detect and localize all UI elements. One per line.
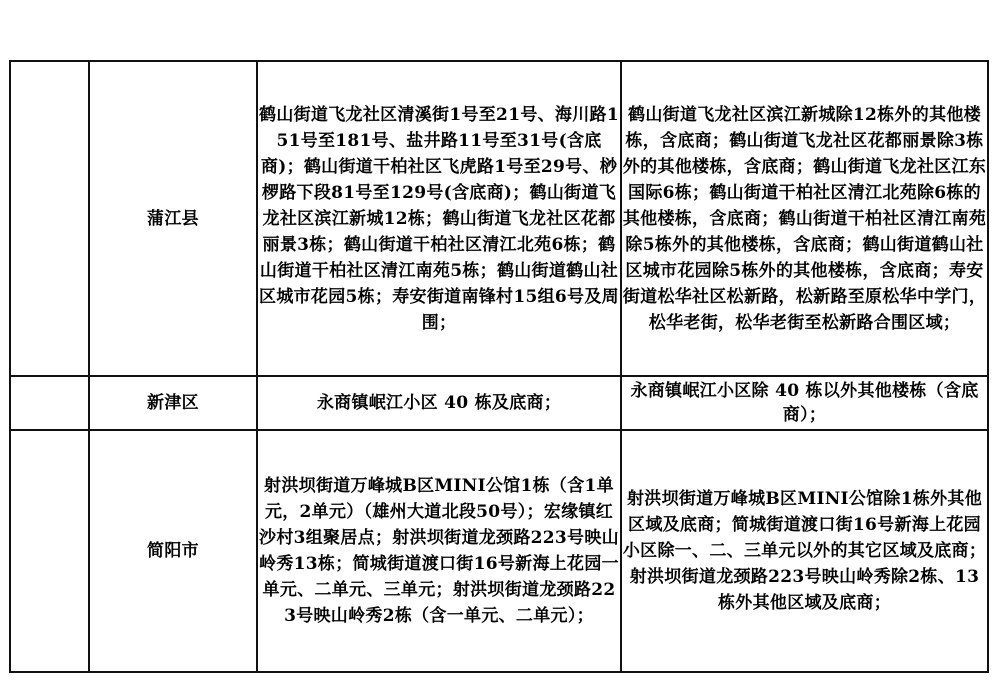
risk-area-table [9, 60, 989, 673]
high-risk-area-text: 鹤山街道飞龙社区清溪街1号至21号、海川路151号至181号、盐井路11号至31号(含底商)；鹤山街道干柏社区飞虎路1号至29号、桫椤路下段81号至129号(含底商)；鹤山街道飞龙社区滨江新城12栋；鹤山街道飞龙社区花都丽景3栋；鹤山街道干柏社区清江北苑6栋；鹤山街道干柏社区清江南苑5栋；鹤山街道鹤山社区城市花园5栋；寿安街道南锋村15组6号及周围； [259, 104, 619, 333]
district-name: 简阳市 [147, 541, 199, 561]
high-risk-area-cell [257, 61, 621, 376]
table-row [10, 376, 988, 430]
high-risk-area-text: 永商镇岷江小区 40 栋及底商； [316, 393, 562, 413]
low-risk-area-text: 鹤山街道飞龙社区滨江新城除12栋外的其他楼栋，含底商；鹤山街道飞龙社区花都丽景除3栋外的其他楼栋，含底商；鹤山街道飞龙社区江东国际6栋；鹤山街道干柏社区清江北苑除6栋的其他楼栋，含底商；鹤山街道干柏社区清江南苑除5栋外的其他楼栋，含底商；鹤山街道鹤山社区城市花园除5栋外的其他楼栋，含底商；寿安街道松华社区松新路，松新路至原松华中学门，松华老街，松华老街至松新路合围区域； [622, 104, 987, 333]
low-risk-area-cell [621, 430, 988, 672]
low-risk-area-cell [621, 376, 988, 430]
district-name: 蒲江县 [147, 208, 199, 229]
district-name: 新津区 [147, 393, 199, 413]
low-risk-area-text: 射洪坝街道万峰城B区MINI公馆除1栋外其他区域及底商；简城街道渡口街16号新海上花园小区除一、二、三单元以外的其它区域及底商；射洪坝街道龙颈路223号映山岭秀除2栋、13栋外其他区域及底商； [622, 489, 987, 613]
district-cell [89, 430, 257, 672]
district-cell [89, 376, 257, 430]
index-cell [10, 430, 89, 672]
index-cell [10, 376, 89, 430]
high-risk-area-cell [257, 430, 621, 672]
high-risk-area-text: 射洪坝街道万峰城B区MINI公馆1栋（含1单元，2单元）（雄州大道北段50号）；宏缘镇红沙村3组聚居点；射洪坝街道龙颈路223号映山岭秀13栋；简城街道渡口街16号新海上花园一单元、二单元、三单元；射洪坝街道龙颈路223号映山岭秀2栋（含一单元、二单元）； [259, 476, 619, 626]
table-row [10, 61, 988, 376]
low-risk-area-cell [621, 61, 988, 376]
low-risk-area-text: 永商镇岷江小区除 40 栋以外其他楼栋（含底商）； [630, 381, 979, 425]
district-cell [89, 61, 257, 376]
table-row [10, 430, 988, 672]
high-risk-area-cell [257, 376, 621, 430]
index-cell [10, 61, 89, 376]
